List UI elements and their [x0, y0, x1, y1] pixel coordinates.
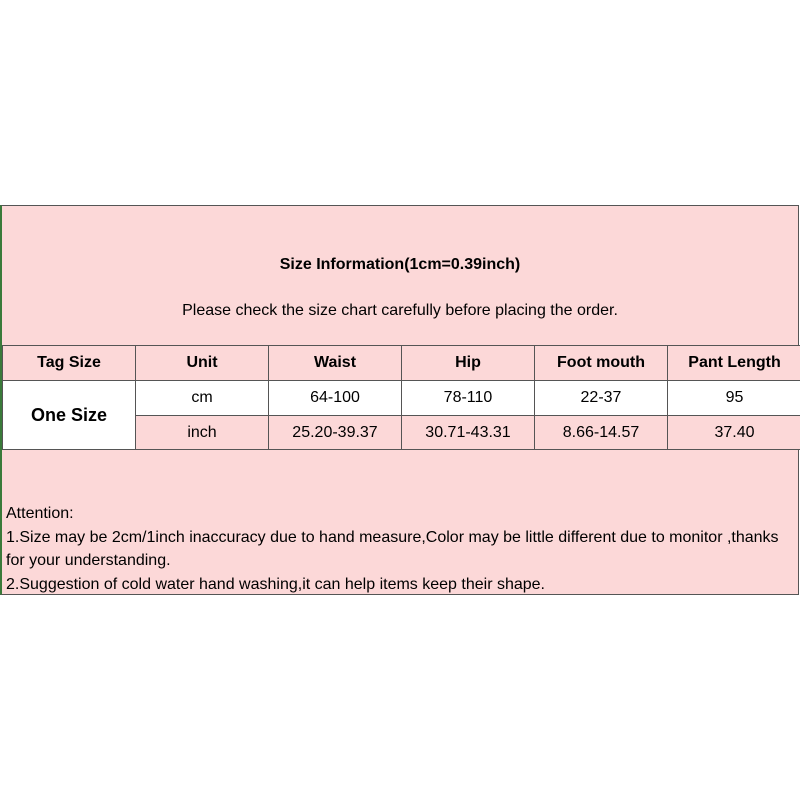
attention-heading: Attention: [6, 505, 74, 522]
attention-line-1: 1.Size may be 2cm/1inch inaccuracy due to hand measure,Color may be little different due to monitor ,thanks for your understanding. [6, 528, 779, 569]
column-header: Hip [402, 346, 535, 381]
waist-cell: 25.20-39.37 [269, 416, 402, 450]
hip-cell: 78-110 [402, 381, 535, 416]
waist-cell: 64-100 [269, 381, 402, 416]
size-table [2, 345, 800, 450]
table-row [3, 381, 800, 416]
pant-length-cell: 95 [668, 381, 800, 416]
column-header: Unit [136, 346, 269, 381]
column-header: Pant Length [668, 346, 800, 381]
size-info-title: Size Information(1cm=0.39inch) [279, 256, 521, 273]
tag-size-cell: One Size [3, 381, 136, 450]
column-header: Waist [269, 346, 402, 381]
size-chart-sheet [0, 205, 799, 595]
foot-mouth-cell: 22-37 [535, 381, 668, 416]
attention-notes [6, 502, 796, 596]
foot-mouth-cell: 8.66-14.57 [535, 416, 668, 450]
unit-cell: cm [136, 381, 269, 416]
table-header-row [3, 346, 800, 381]
hip-cell: 30.71-43.31 [402, 416, 535, 450]
attention-line-2: 2.Suggestion of cold water hand washing,it can help items keep their shape. [6, 575, 545, 593]
unit-cell: inch [136, 416, 269, 450]
column-header: Foot mouth [535, 346, 668, 381]
size-info-subtitle: Please check the size chart carefully before placing the order. [182, 302, 618, 319]
header-area [2, 206, 798, 346]
pant-length-cell: 37.40 [668, 416, 800, 450]
column-header: Tag Size [3, 346, 136, 381]
